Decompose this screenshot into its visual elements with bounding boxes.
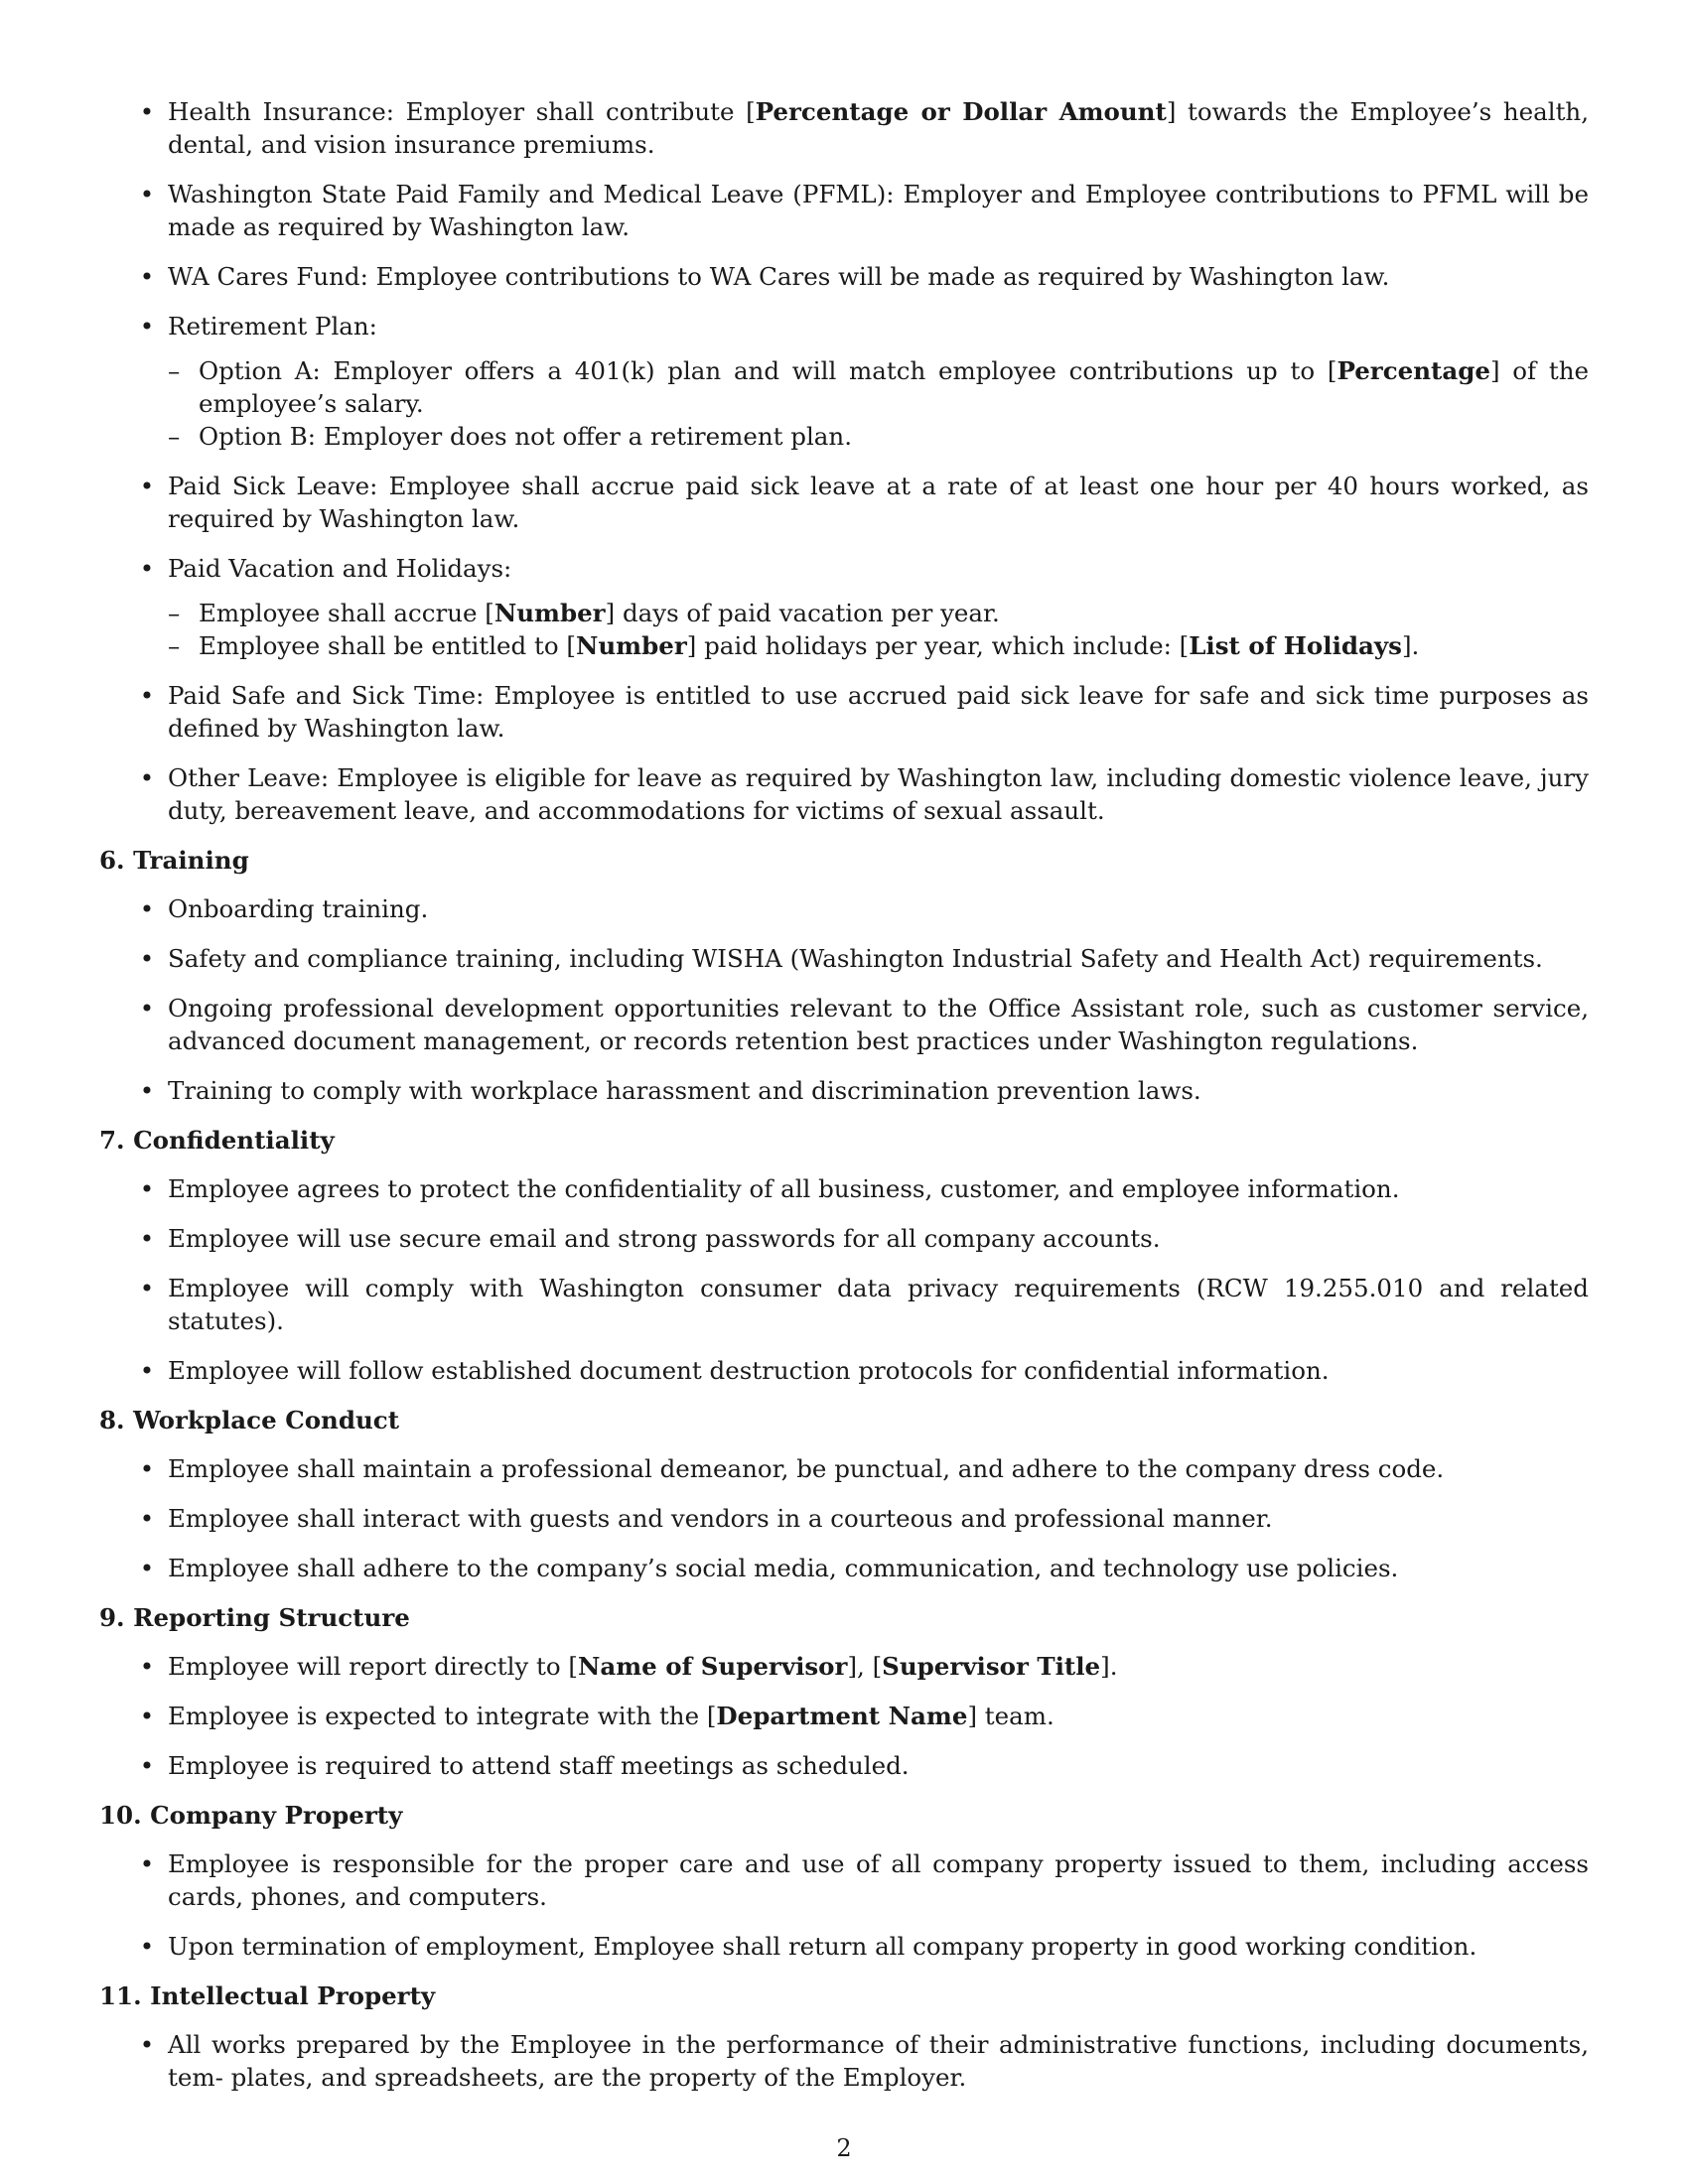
conduct-list: [99, 1452, 1589, 1584]
list-item: • Employee shall interact with guests and vendors in a courteous and professional manner.: [99, 1502, 1589, 1535]
list-item: • Employee shall maintain a professional demeanor, be punctual, and adhere to the company dress code.: [99, 1452, 1589, 1485]
bullet-icon: •: [139, 1454, 155, 1483]
page-number: 2: [836, 2134, 852, 2162]
bullet-icon: •: [139, 1652, 155, 1681]
list-item: • Paid Vacation and Holidays: – Employee shall accrue [Number] days of paid vacation per year. – Employee shall be entitled to [Number] paid holidays per year, which include: [List of Holidays].: [99, 552, 1589, 662]
bullet-icon: •: [139, 994, 155, 1023]
confidentiality-list: [99, 1172, 1589, 1387]
bullet-icon: •: [139, 894, 155, 923]
list-item: • All works prepared by the Employee in the performance of their administrative functions, including documents, tem- plates, and spreadsheets, are the property of the Employer.: [99, 2028, 1589, 2094]
vacation-items: [168, 597, 1589, 662]
section-heading-ip: 11. Intellectual Property: [99, 1981, 436, 2010]
list-item: • Employee will follow established document destruction protocols for confidential information.: [99, 1354, 1589, 1387]
bullet-icon: •: [139, 1751, 155, 1780]
reporting-list: [99, 1650, 1589, 1782]
list-item: • Employee is responsible for the proper care and use of all company property issued to them, including access cards, phones, and computers.: [99, 1847, 1589, 1913]
bullet-icon: •: [139, 1224, 155, 1253]
ip-list: [99, 2028, 1589, 2094]
bullet-icon: •: [139, 1554, 155, 1582]
document-page: [99, 95, 1589, 2111]
list-item: • Paid Sick Leave: Employee shall accrue paid sick leave at a rate of at least one hour per 40 hours worked, as required by Washington law.: [99, 470, 1589, 535]
dash-icon: –: [168, 631, 181, 660]
bullet-icon: •: [139, 472, 155, 500]
bullet-icon: •: [139, 763, 155, 792]
bullet-icon: •: [139, 97, 155, 126]
list-item: • WA Cares Fund: Employee contributions to WA Cares will be made as required by Washington law.: [99, 260, 1589, 293]
list-item: • Ongoing professional development opportunities relevant to the Office Assistant role, such as customer service, advanced document management, or records retention best practices under Washington regulations.: [99, 992, 1589, 1057]
list-item: • Training to comply with workplace harassment and discrimination prevention laws.: [99, 1074, 1589, 1107]
section-heading-training: 6. Training: [99, 846, 249, 875]
list-item: • Employee will report directly to [Name of Supervisor], [Supervisor Title].: [99, 1650, 1589, 1683]
bullet-icon: •: [139, 1274, 155, 1302]
bullet-icon: •: [139, 180, 155, 208]
bullet-icon: •: [139, 1702, 155, 1730]
section-heading-confidentiality: 7. Confidentiality: [99, 1126, 335, 1155]
list-item: • Retirement Plan: – Option A: Employer offers a 401(k) plan and will match employee contributions up to [Percentage] of the employee’s salary. – Option B: Employer does not offer a retirement plan.: [99, 310, 1589, 453]
bullet-icon: •: [139, 944, 155, 973]
bullet-icon: •: [139, 1849, 155, 1878]
section-heading-property: 10. Company Property: [99, 1801, 403, 1830]
bullet-icon: •: [139, 262, 155, 291]
list-item: • Employee shall adhere to the company’s social media, communication, and technology use policies.: [99, 1552, 1589, 1584]
sub-list-item: – Employee shall be entitled to [Number] paid holidays per year, which include: [List of Holidays].: [168, 631, 1420, 660]
retirement-options: [168, 354, 1589, 453]
bullet-icon: •: [139, 1504, 155, 1533]
bullet-icon: •: [139, 1174, 155, 1203]
benefits-list: [99, 95, 1589, 827]
section-heading-conduct: 8. Workplace Conduct: [99, 1406, 400, 1434]
list-item: • Employee is required to attend staff meetings as scheduled.: [99, 1749, 1589, 1782]
list-item: • Washington State Paid Family and Medical Leave (PFML): Employer and Employee contributions to PFML will be made as required by Washington law.: [99, 178, 1589, 243]
bullet-icon: •: [139, 312, 155, 341]
list-item: • Paid Safe and Sick Time: Employee is entitled to use accrued paid sick leave for safe and sick time purposes as defined by Washington law.: [99, 679, 1589, 745]
list-item: • Employee agrees to protect the confidentiality of all business, customer, and employee information.: [99, 1172, 1589, 1205]
list-item: • Employee will comply with Washington consumer data privacy requirements (RCW 19.255.010 and related statutes).: [99, 1272, 1589, 1337]
list-item: • Upon termination of employment, Employee shall return all company property in good working condition.: [99, 1930, 1589, 1963]
dash-icon: –: [168, 422, 181, 451]
list-item: • Safety and compliance training, including WISHA (Washington Industrial Safety and Health Act) requirements.: [99, 942, 1589, 975]
sub-list-item: – Option B: Employer does not offer a retirement plan.: [168, 422, 852, 451]
list-item: • Employee is expected to integrate with the [Department Name] team.: [99, 1700, 1589, 1732]
dash-icon: –: [168, 599, 181, 627]
bullet-icon: •: [139, 681, 155, 710]
section-heading-reporting: 9. Reporting Structure: [99, 1603, 410, 1632]
sub-list-item: – Option A: Employer offers a 401(k) plan and will match employee contributions up to [Percentage] of the employee’s salary.: [168, 356, 1589, 418]
bullet-icon: •: [139, 2030, 155, 2059]
list-item: • Other Leave: Employee is eligible for leave as required by Washington law, including domestic violence leave, jury duty, bereavement leave, and accommodations for victims of sexual assault.: [99, 761, 1589, 827]
property-list: [99, 1847, 1589, 1963]
dash-icon: –: [168, 356, 181, 385]
sub-list-item: – Employee shall accrue [Number] days of paid vacation per year.: [168, 599, 1000, 627]
training-list: [99, 892, 1589, 1107]
bullet-icon: •: [139, 1076, 155, 1105]
list-item: • Employee will use secure email and strong passwords for all company accounts.: [99, 1222, 1589, 1255]
bullet-icon: •: [139, 1932, 155, 1961]
bullet-icon: •: [139, 554, 155, 583]
list-item: • Health Insurance: Employer shall contribute [Percentage or Dollar Amount] towards the Employee’s health, dental, and vision insurance premiums.: [99, 95, 1589, 161]
bullet-icon: •: [139, 1356, 155, 1385]
list-item: • Onboarding training.: [99, 892, 1589, 925]
